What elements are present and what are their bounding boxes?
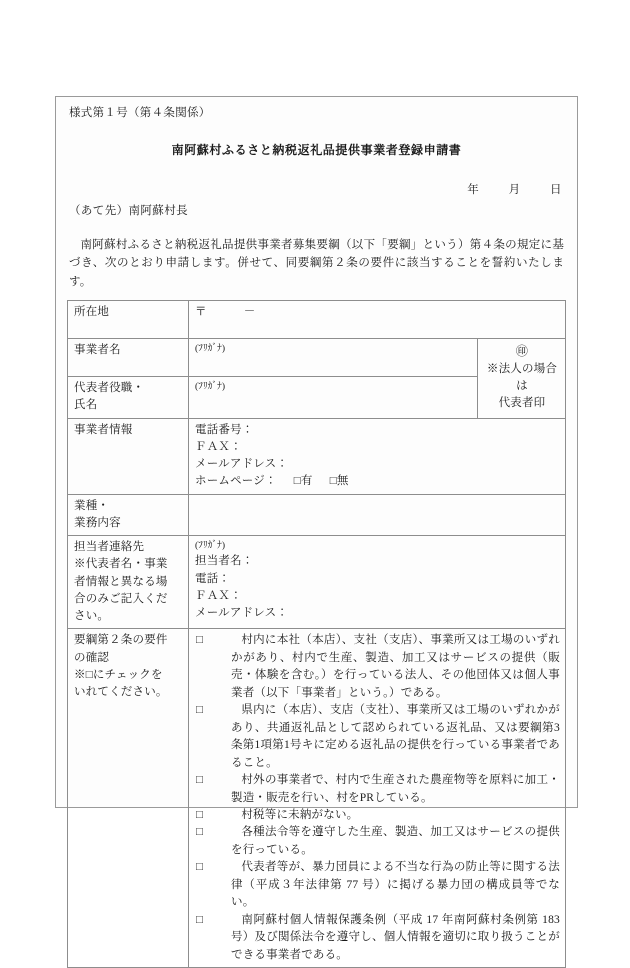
document-page	[55, 96, 578, 961]
requirement-text: 代表者等が、暴力団員による不当な行為の防止等に関する法律（平成３年法律第 77 号）に掲げる暴力団の構成員等でない。	[231, 861, 560, 909]
table-row-industry	[68, 494, 566, 536]
kana-hint-business-name: (ﾌﾘｶﾞﾅ)	[195, 343, 226, 354]
date-month: 月	[508, 183, 521, 196]
list-item[interactable]	[195, 807, 560, 824]
checkbox-icon[interactable]: □	[196, 774, 204, 787]
date-year: 年	[467, 183, 480, 196]
label-industry	[68, 494, 189, 536]
kana-hint-contact: (ﾌﾘｶﾞﾅ)	[195, 541, 226, 552]
table-row-address	[68, 300, 566, 338]
field-industry[interactable]	[189, 494, 566, 536]
label-contact-line1: 担当者連絡先	[74, 541, 145, 554]
label-requirements	[68, 629, 189, 968]
label-business-name: 事業者名	[68, 338, 189, 376]
label-business-info: 事業者情報	[68, 418, 189, 494]
seal-cell	[477, 338, 565, 418]
label-requirements-line3: ※□にチェックを	[74, 668, 163, 681]
label-requirements-line4: いれてください。	[74, 686, 168, 699]
document-title: 南阿蘇村ふるさと納税返礼品提供事業者登録申請書	[171, 142, 462, 157]
requirement-text: 南阿蘇村個人情報保護条例（平成 17 年南阿蘇村条例第 183 号）及び関係法令を遵守し、個人情報を適切に取り扱うことができる事業者である。	[231, 913, 560, 961]
label-contact-line5: さい。	[74, 610, 110, 623]
label-contact-line3: 者情報と異なる場	[74, 575, 168, 588]
date-day: 日	[550, 183, 562, 196]
field-business-name[interactable]	[189, 338, 478, 376]
label-industry-line1: 業種・	[74, 499, 110, 512]
field-contact-name[interactable]: 担当者名：	[195, 555, 254, 568]
label-contact-line2: ※代表者名・事業	[74, 558, 168, 571]
postal-dash: －	[243, 305, 256, 318]
table-row-business-info	[68, 418, 566, 494]
field-contact-email[interactable]: メールアドレス：	[195, 607, 289, 620]
label-representative	[68, 377, 189, 419]
field-email[interactable]: メールアドレス：	[195, 458, 289, 471]
seal-note-line2: は	[516, 380, 528, 393]
field-contact-fax[interactable]: ＦＡＸ：	[195, 589, 242, 602]
field-address[interactable]	[189, 300, 566, 338]
checkbox-icon[interactable]: □	[196, 808, 204, 821]
list-item[interactable]	[195, 702, 560, 772]
list-item[interactable]	[195, 912, 560, 964]
label-industry-line2: 業務内容	[74, 516, 121, 529]
label-address: 所在地	[68, 300, 189, 338]
seal-note-line1: ※法人の場合	[486, 362, 558, 375]
form-number: 様式第１号（第４条関係）	[69, 107, 211, 119]
seal-icon: ㊞	[515, 343, 529, 358]
field-requirements	[189, 629, 566, 968]
checkbox-icon[interactable]: □	[196, 826, 204, 839]
checkbox-icon[interactable]: □	[196, 913, 204, 926]
label-contact	[68, 536, 189, 629]
table-row-business-name	[68, 338, 566, 376]
checkbox-icon[interactable]: □	[196, 634, 204, 647]
list-item[interactable]	[195, 772, 560, 807]
addressee: （あて先）南阿蘇村長	[69, 204, 188, 217]
label-contact-line4: 合のみご記入くだ	[74, 592, 168, 605]
label-requirements-line2: の確認	[74, 651, 110, 664]
list-item[interactable]	[195, 824, 560, 859]
list-item[interactable]	[195, 632, 560, 702]
checkbox-homepage-no[interactable]: □無	[329, 475, 349, 488]
intro-paragraph: 南阿蘇村ふるさと納税返礼品提供事業者募集要綱（以下「要綱」という）第４条の規定に基づき、次のとおり申請します。併せて、同要綱第２条の要件に該当することを誓約いたします。	[69, 238, 564, 288]
field-fax[interactable]: ＦＡＸ：	[195, 440, 242, 453]
requirement-text: 各種法令等を遵守した生産、製造、加工又はサービスの提供を行っている。	[231, 826, 560, 856]
checkbox-homepage-yes[interactable]: □有	[293, 475, 313, 488]
field-homepage[interactable]	[195, 473, 560, 490]
seal-note-line3: 代表者印	[498, 397, 546, 410]
requirements-checklist	[195, 632, 560, 964]
field-representative[interactable]	[189, 377, 478, 419]
requirement-text: 村外の事業者で、村内で生産された農産物等を原料に加工・製造・販売を行い、村をPRしている。	[231, 774, 560, 804]
date-line	[67, 181, 566, 197]
label-representative-line2: 氏名	[74, 399, 98, 412]
field-contact-tel[interactable]: 電話：	[195, 572, 231, 585]
checkbox-icon[interactable]: □	[196, 861, 204, 874]
field-tel[interactable]: 電話番号：	[195, 423, 254, 436]
table-row-requirements	[68, 629, 566, 968]
requirement-text: 村内に本社（本店）、支社（支店）、事業所又は工場のいずれかがあり、村内で生産、製造、加工又はサービスの提供（販売・体験を含む。）を行っている法人、その他団体又は個人事業者（以下「事業者」という。）である。	[231, 634, 560, 699]
field-homepage-label: ホームページ：	[195, 475, 277, 488]
kana-hint-representative: (ﾌﾘｶﾞﾅ)	[195, 382, 226, 393]
field-business-info[interactable]	[189, 418, 566, 494]
requirement-text: 県内に（本店）、支店（支社）、事業所又は工場のいずれかがあり、共通返礼品として認められている返礼品、又は要綱第3条第1項第1号キに定める返礼品の提供を行っている事業者であること。	[231, 704, 560, 769]
table-row-contact	[68, 536, 566, 629]
field-contact[interactable]	[189, 536, 566, 629]
requirement-text: 村税等に未納がない。	[241, 808, 359, 821]
label-representative-line1: 代表者役職・	[74, 382, 145, 395]
label-requirements-line1: 要綱第２条の要件	[74, 634, 168, 647]
list-item[interactable]	[195, 859, 560, 911]
application-table	[67, 300, 566, 968]
postal-mark-icon: 〒	[195, 305, 207, 318]
checkbox-icon[interactable]: □	[196, 704, 204, 717]
